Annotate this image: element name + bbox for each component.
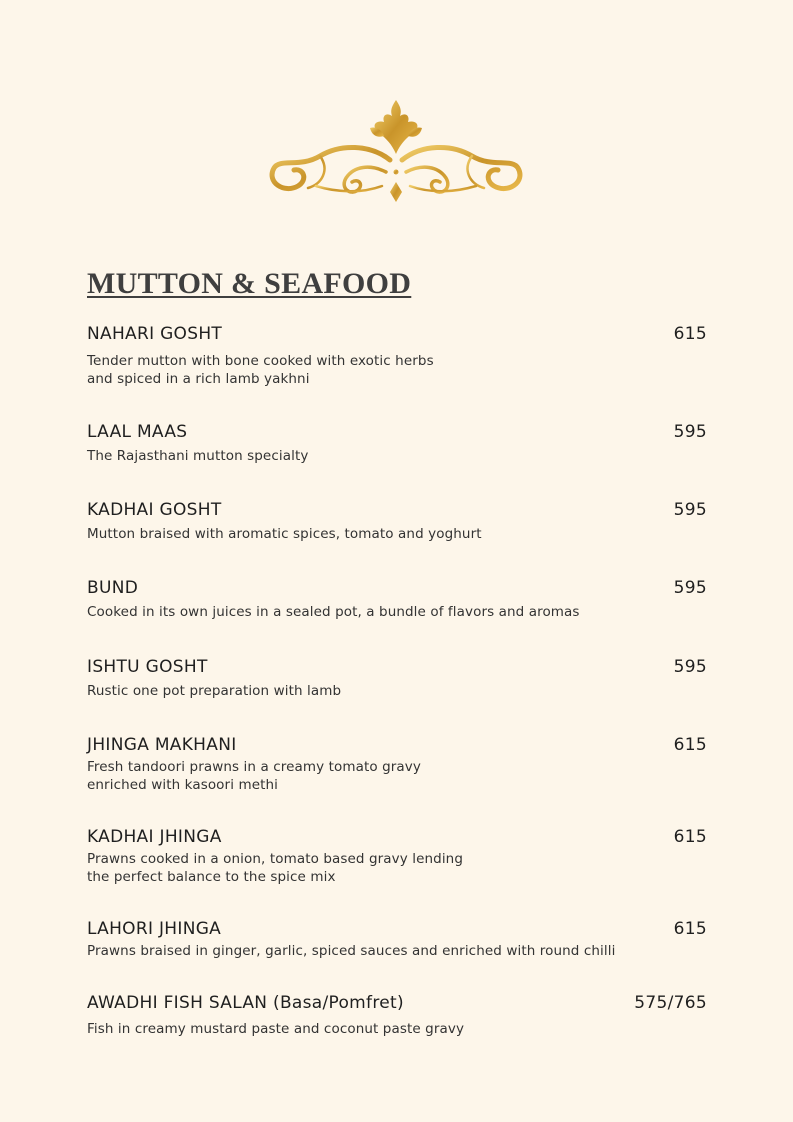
item-price: 615 <box>673 735 707 755</box>
item-description: Prawns cooked in a onion, tomato based gravy lending the perfect balance to the spice mix <box>87 851 464 885</box>
item-price: 595 <box>673 422 707 442</box>
item-price: 575/765 <box>634 993 707 1013</box>
item-description: The Rajasthani mutton specialty <box>87 448 309 464</box>
item-price: 595 <box>673 657 707 677</box>
item-name: NAHARI GOSHT <box>87 324 223 344</box>
menu-item <box>87 918 707 960</box>
item-price: 615 <box>673 827 707 847</box>
item-price: 615 <box>673 919 707 939</box>
menu-item <box>87 992 707 1038</box>
menu-item <box>87 656 707 700</box>
item-name: LAHORI JHINGA <box>87 919 222 939</box>
item-description: Rustic one pot preparation with lamb <box>87 683 342 699</box>
item-name: LAAL MAAS <box>87 422 188 442</box>
item-description: Cooked in its own juices in a sealed pot, a bundle of flavors and aromas <box>87 604 580 620</box>
item-price: 615 <box>673 324 707 344</box>
menu-item <box>87 577 707 621</box>
item-name: BUND <box>87 578 139 598</box>
menu-item <box>87 499 707 543</box>
gold-flourish-ornament-icon <box>250 98 543 208</box>
menu-item <box>87 421 707 465</box>
item-name: KADHAI JHINGA <box>87 827 222 847</box>
section-title: MUTTON & SEAFOOD <box>87 267 412 300</box>
menu-item <box>87 734 707 794</box>
menu-item <box>87 826 707 886</box>
item-description: Fish in creamy mustard paste and coconut paste gravy <box>87 1021 465 1037</box>
menu-item <box>87 323 707 388</box>
item-price: 595 <box>673 578 707 598</box>
item-description: Tender mutton with bone cooked with exotic herbs and spiced in a rich lamb yakhni <box>87 353 434 387</box>
item-description: Prawns braised in ginger, garlic, spiced sauces and enriched with round chilli <box>87 943 616 959</box>
item-name: JHINGA MAKHANI <box>87 735 237 755</box>
item-description: Fresh tandoori prawns in a creamy tomato gravy enriched with kasoori methi <box>87 759 421 793</box>
item-price: 595 <box>673 500 707 520</box>
item-name: ISHTU GOSHT <box>87 657 208 677</box>
item-name: AWADHI FISH SALAN (Basa/Pomfret) <box>87 993 404 1013</box>
item-description: Mutton braised with aromatic spices, tomato and yoghurt <box>87 526 482 542</box>
item-name: KADHAI GOSHT <box>87 500 222 520</box>
